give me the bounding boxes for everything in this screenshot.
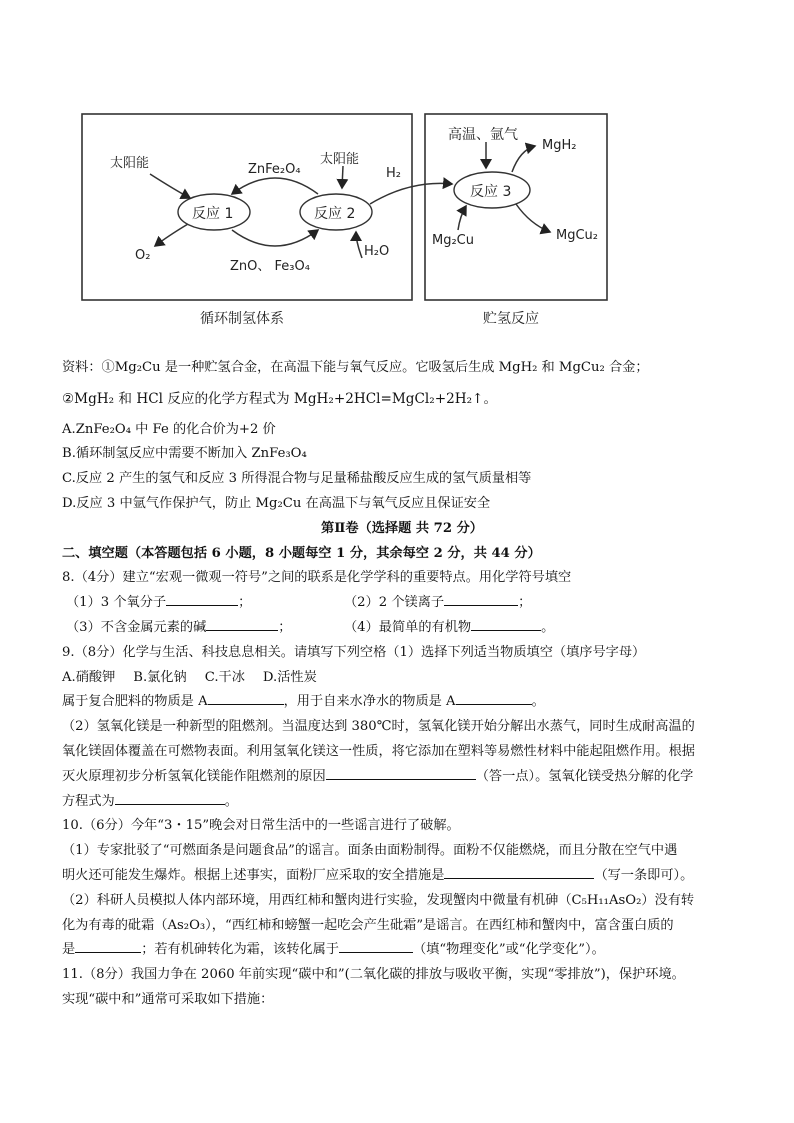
option-b: B.循环制氢反应中需要不断加入 ZnFe₃O₄ bbox=[62, 446, 307, 462]
arrow-sun-r2 bbox=[342, 166, 343, 188]
part-2-heading: 二、填空题（本答题包括 6 小题，8 小题每空 1 分，其余每空 2 分，共 44 分） bbox=[62, 545, 541, 561]
q9-blank-1[interactable] bbox=[208, 690, 284, 705]
q9-option-c: C.干冰 bbox=[204, 669, 245, 685]
label-sun-1: 太阳能 bbox=[110, 156, 150, 171]
label-h2o: H₂O bbox=[364, 244, 390, 259]
q9-part2-line4: 方程式为 。 bbox=[62, 790, 742, 815]
arrow-sun-r1 bbox=[150, 174, 190, 198]
q8-blank-4[interactable] bbox=[471, 616, 541, 631]
label-zno-fe3o4: ZnO、 Fe₃O₄ bbox=[230, 259, 310, 274]
arrow-r3-mgh2 bbox=[512, 146, 535, 172]
q9-part2-line3: 灭火原理初步分析氢氧化镁能作阻燃剂的原因 （答一点）。氢氧化镁受热分解的化学 bbox=[62, 765, 742, 790]
q8-stem: 8.（4分）建立“宏观一微观一符号”之间的联系是化学学科的重要特点。用化学符号填空 bbox=[62, 570, 572, 586]
label-reaction-2: 反应 2 bbox=[314, 206, 356, 222]
q9-blank-2[interactable] bbox=[456, 690, 532, 705]
label-sun-2: 太阳能 bbox=[320, 152, 360, 167]
caption-storage: 贮氢反应 bbox=[483, 311, 539, 327]
q10-stem: 10.（6分）今年“3・15”晚会对日常生活中的一些谣言进行了破解。 bbox=[62, 818, 460, 834]
q9-stem: 9.（8分）化学与生活、科技息息相关。请填写下列空格（1）选择下列适当物质填空（填序号字母） bbox=[62, 644, 646, 660]
q8-row-2: （3）不含金属元素的碱 ； （4）最简单的有机物 。 bbox=[62, 616, 742, 641]
q8-row-1: （1）3 个氧分子 ； （2）2 个镁离子 ； bbox=[62, 591, 742, 616]
section-2-title: 第Ⅱ卷（选择题 共 72 分） bbox=[321, 520, 483, 536]
option-c: C.反应 2 产生的氢气和反应 3 所得混合物与足量稀盐酸反应生成的氢气质量相等 bbox=[62, 471, 532, 487]
q9-part2-line2: 氧化镁固体覆盖在可燃物表面。利用氢氧化镁这一性质，将它添加在塑料等易燃性材料中能起阻燃作用。根据 bbox=[62, 743, 695, 759]
arrow-h2-r3 bbox=[370, 183, 452, 204]
label-high-temp-argon: 高温、氩气 bbox=[448, 127, 518, 143]
reference-1: 资料：①Mg₂Cu 是一种贮氢合金，在高温下能与氧气反应。它吸氢后生成 MgH₂ 和 MgCu₂ 合金； bbox=[62, 360, 649, 375]
arrow-mg2cu-r3 bbox=[458, 206, 466, 230]
q10-blank-3[interactable] bbox=[339, 938, 413, 953]
q9-part2-line1: （2）氢氧化镁是一种新型的阻燃剂。当温度达到 380℃时，氢氧化镁开始分解出水蒸气，同时生成耐高温的 bbox=[62, 719, 695, 735]
label-znfe2o4: ZnFe₂O₄ bbox=[248, 162, 301, 177]
option-d: D.反应 3 中氩气作保护气，防止 Mg₂Cu 在高温下与氧气反应且保证安全 bbox=[62, 495, 491, 511]
q8-item-4: （4）最简单的有机物 bbox=[344, 619, 472, 635]
diagram-graphics bbox=[80, 112, 610, 337]
q8-item-1: （1）3 个氧分子 bbox=[66, 595, 167, 611]
caption-cycle: 循环制氢体系 bbox=[200, 311, 284, 327]
q11-stem-line2: 实现“碳中和”通常可采取如下措施： bbox=[62, 991, 274, 1007]
q9-blank-3[interactable] bbox=[326, 765, 476, 780]
reference-2: ②MgH₂ 和 HCl 反应的化学方程式为 MgH₂+2HCl=MgCl₂+2H₂↑。 bbox=[62, 390, 498, 407]
q10-part2-line3: 是 ；若有机砷转化为霜，该转化属于 （填“物理变化”或“化学变化”）。 bbox=[62, 938, 742, 963]
q9-option-a: A.硝酸钾 bbox=[62, 669, 116, 685]
q8-blank-1[interactable] bbox=[166, 591, 238, 606]
q9-options bbox=[62, 666, 742, 691]
arrow-r1-to-r2-bottom bbox=[232, 230, 318, 246]
q11-stem-line1: 11.（8分）我国力争在 2060 年前实现“碳中和”(二氧化碳的排放与吸收平衡，实现“零排放”)，保护环境。 bbox=[62, 967, 685, 983]
q8-blank-3[interactable] bbox=[206, 616, 278, 631]
hydrogen-cycle-diagram bbox=[80, 112, 610, 337]
q10-blank-2[interactable] bbox=[75, 938, 141, 953]
label-o2: O₂ bbox=[135, 248, 151, 263]
label-mgh2: MgH₂ bbox=[542, 138, 577, 153]
label-reaction-1: 反应 1 bbox=[192, 206, 234, 222]
q10-blank-1[interactable] bbox=[444, 864, 594, 879]
q8-item-3: （3）不含金属元素的碱 bbox=[66, 619, 207, 635]
q9-option-b: B.氯化钠 bbox=[133, 669, 187, 685]
q8-item-2: （2）2 个镁离子 bbox=[344, 595, 445, 611]
q10-part2-line1: （2）科研人员模拟人体内部环境，用西红柿和蟹肉进行实验，发现蟹肉中微量有机砷（C₅H₁₁AsO₂）没有转 bbox=[62, 892, 695, 908]
exam-content bbox=[62, 356, 742, 1013]
q9-blank-4[interactable] bbox=[115, 790, 225, 805]
arrow-r3-mgcu2 bbox=[516, 204, 550, 232]
label-mg2cu: Mg₂Cu bbox=[432, 233, 474, 248]
q10-part1-line1: （1）专家批驳了“可燃面条是问题食品”的谣言。面条由面粉制得。面粉不仅能燃烧，而且分散在空气中遇 bbox=[62, 843, 678, 859]
arrow-h2o-r2 bbox=[356, 232, 362, 258]
q8-blank-2[interactable] bbox=[444, 591, 518, 606]
label-mgcu2: MgCu₂ bbox=[556, 228, 598, 243]
q9-part1: 属于复合肥料的物质是 A ，用于自来水净水的物质是 A 。 bbox=[62, 690, 742, 715]
arrow-r2-to-r1-top bbox=[232, 178, 318, 194]
q10-part1-line2: 明火还可能发生爆炸。根据上述事实，面粉厂应采取的安全措施是 （写一条即可）。 bbox=[62, 864, 742, 889]
label-reaction-3: 反应 3 bbox=[470, 184, 512, 200]
q9-option-d: D.活性炭 bbox=[262, 669, 317, 685]
q10-part2-line2: 化为有毒的砒霜（As₂O₃），“西红柿和螃蟹一起吃会产生砒霜”是谣言。在西红柿和蟹肉中，富含蛋白质的 bbox=[62, 917, 674, 933]
option-a: A.ZnFe₂O₄ 中 Fe 的化合价为+2 价 bbox=[62, 421, 276, 437]
label-h2: H₂ bbox=[386, 166, 401, 181]
arrow-r1-o2 bbox=[155, 224, 188, 246]
